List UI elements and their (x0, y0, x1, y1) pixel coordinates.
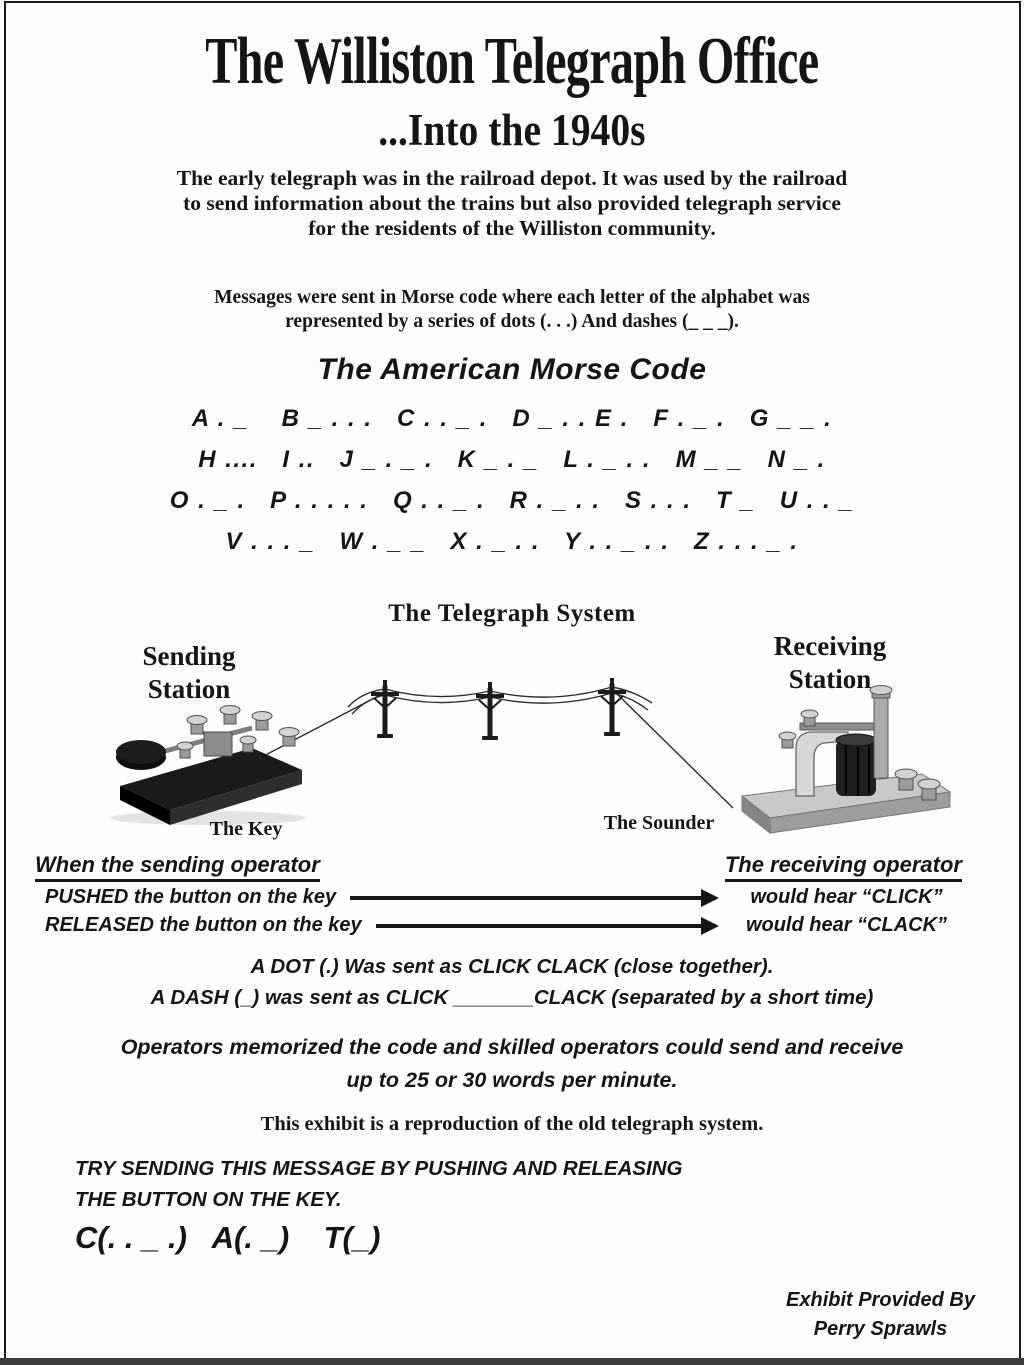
exhibit-note: This exhibit is a reproduction of the old telegraph system. (260, 1113, 764, 1135)
cat-morse-message: C(. . _ .) A(. _) T(_) (75, 1220, 381, 1255)
right-arrow (350, 889, 719, 907)
operator-result: would hear “CLACK” (745, 914, 948, 936)
credit-line: Exhibit Provided By (786, 1289, 975, 1311)
morse-code-heading: The American Morse Code (317, 353, 707, 386)
operator-action: RELEASED the button on the key (45, 914, 362, 936)
telegraph-poles-illustration (371, 678, 626, 740)
operator-result: would hear “CLICK” (750, 886, 943, 908)
morse-intro-line: represented by a series of dots (. . .) And dashes (_ _ _). (285, 311, 739, 332)
morse-intro-line: Messages were sent in Morse code where each letter of the alphabet was (214, 287, 810, 308)
morse-line-o-u: O . _ . P . . . . . Q . . _ . R . _ . . S . . . T _ U . . _ (169, 487, 855, 514)
receiving-station-label: Receiving Station (773, 631, 887, 694)
operator-skill-paragraph: Operators memorized the code and skilled operators could send and receive up to 25 or 30 words per minute. (120, 1035, 904, 1092)
sending-operator-heading: When the sending operator (35, 852, 320, 882)
wire-line (254, 691, 733, 808)
try-message-instructions: TRY SENDING THIS MESSAGE BY PUSHING AND RELEASING THE BUTTON ON THE KEY. (75, 1157, 683, 1211)
morse-line-v-z: V . . . _ W . _ _ X . _ . . Y . . _ . . Z . . . _ . (225, 528, 799, 555)
intro-paragraph (0, 166, 1024, 241)
sounder-caption: The Sounder (603, 812, 715, 834)
exhibit-credit (758, 1286, 1003, 1344)
intro-line: to send information about the trains but also provided telegraph service (183, 191, 841, 215)
morse-line-h-n: H .... I .. J _ . _ . K _ . _ L . _ . . M _ _ N _ . (198, 446, 826, 473)
morse-intro-paragraph (0, 286, 1024, 334)
scan-edge-bar (0, 1358, 1024, 1365)
telegraph-key-illustration (110, 706, 306, 826)
dot-explanation: A DOT (.) Was sent as CLICK CLACK (close together). (250, 955, 774, 978)
telegraph-pole (598, 678, 626, 736)
credit-line: Perry Sprawls (813, 1318, 948, 1340)
operator-row-pushed (0, 886, 1024, 909)
page-subtitle: ...Into the 1940s (378, 105, 646, 155)
sending-station-label: Sending Station (142, 641, 236, 704)
telegraph-system-heading: The Telegraph System (388, 600, 636, 627)
morse-line-a-g: A . _ B _ . . . C . . _ . D _ . . E . F . _ . G _ _ . (191, 405, 833, 432)
receiving-operator-heading: The receiving operator (725, 852, 962, 882)
dot-dash-explanation (0, 951, 1024, 1013)
operator-headings (0, 852, 1024, 882)
telegraph-sounder-illustration (742, 686, 950, 834)
page-title: The Williston Telegraph Office (205, 24, 819, 98)
telegraph-pole (371, 680, 399, 738)
telegraph-system-diagram (0, 628, 1024, 854)
right-arrow (376, 917, 719, 935)
operator-action: PUSHED the button on the key (45, 886, 337, 908)
operator-row-released (0, 914, 1024, 937)
intro-line: The early telegraph was in the railroad depot. It was used by the railroad (176, 166, 848, 190)
morse-code-chart (0, 398, 1024, 562)
dash-explanation: A DASH (_) was sent as CLICK _______CLACK (separated by a short time) (150, 986, 874, 1009)
key-caption: The Key (209, 818, 283, 840)
intro-line: for the residents of the Williston community. (308, 216, 716, 240)
telegraph-pole (476, 682, 504, 740)
